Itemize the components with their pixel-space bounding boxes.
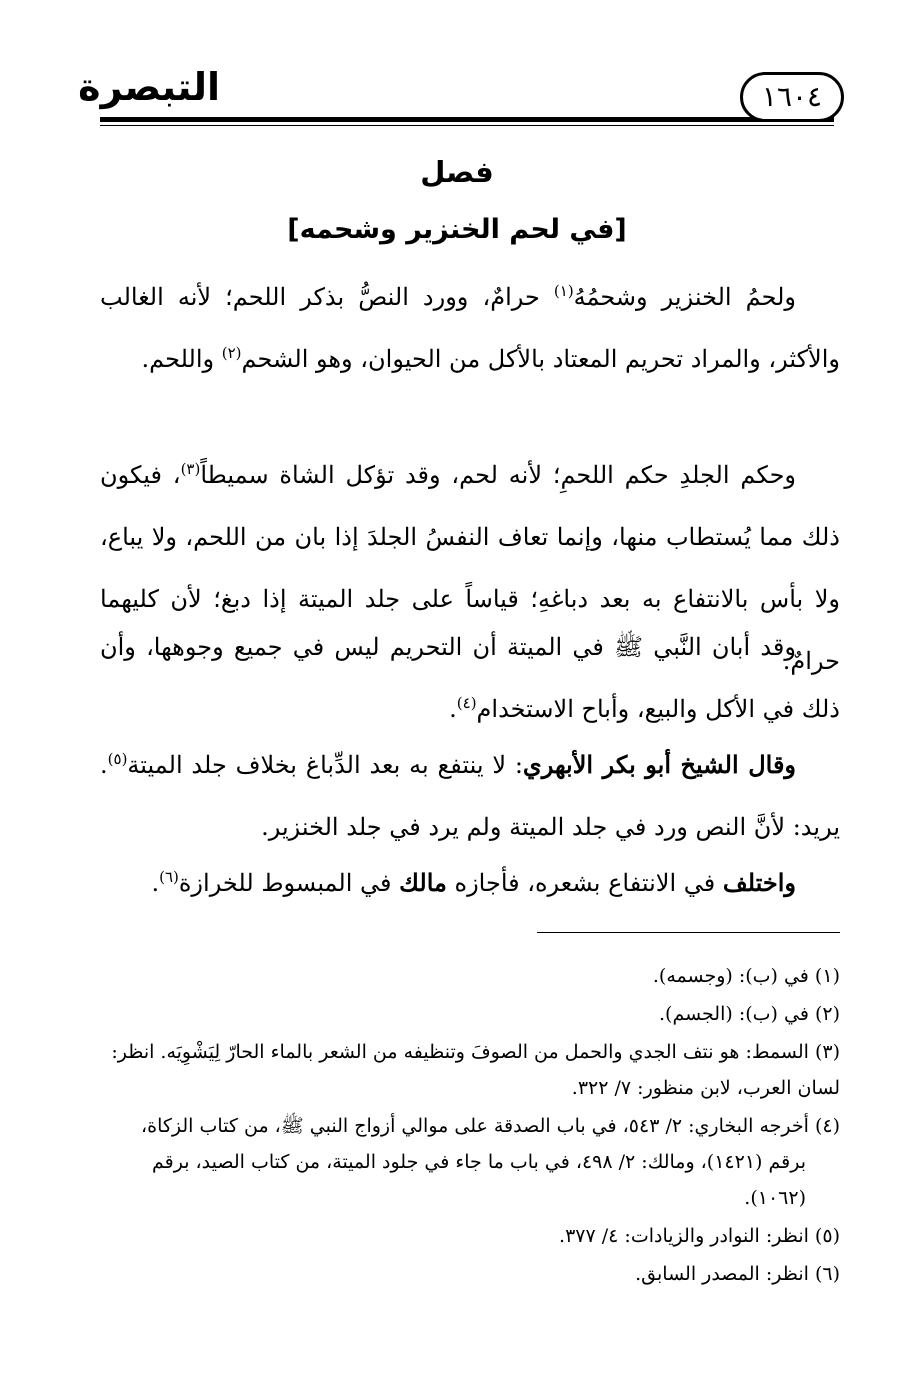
p4-text-b: . يريد: لأنَّ النص ورد في جلد الميتة ولم يرد في جلد الخنزير. — [100, 751, 840, 841]
p5-bold-1: واختلف — [722, 868, 796, 897]
footnote-4: (٤) أخرجه البخاري: ٢/ ٥٤٣، في باب الصدقة على موالي أزواج النبي ﷺ، من كتاب الزكاة، — [140, 1115, 840, 1137]
section-subtitle: [في لحم الخنزير وشحمه] — [287, 214, 627, 245]
footnote-ref-6: (٦) — [159, 868, 179, 886]
p5-bold-2: مالك — [399, 868, 447, 897]
p5-text-c: . — [151, 869, 160, 897]
footnote-ref-3: (٣) — [180, 460, 201, 478]
header-rule — [100, 117, 834, 122]
paragraph-4 — [100, 734, 840, 858]
running-title: التبصرة — [78, 65, 220, 109]
page-number: ١٦٠٤ — [740, 72, 844, 122]
footnote-ref-2: (٢) — [221, 344, 242, 362]
p2-text-b: ، فيكون ذلك مما يُستطاب منها، وإنما تعاف النفسُ الجلدَ إذا بان من اللحم، ولا يباع، ولا بأس بالانتفاع به بعد دباغهِ؛ قياساً على جلد الميتة إذا دبغ؛ لأن كليهما حرامٌ. — [100, 461, 840, 675]
p4-text-a: : لا ينتفع به بعد الدِّباغ بخلاف جلد الميتة — [127, 751, 523, 779]
p4-author: وقال الشيخ أبو بكر الأبهري — [522, 750, 797, 779]
footnote-2: (٢) في (ب): (الجسم). — [659, 1003, 840, 1025]
footnote-4-cont: برقم (١٤٢١)، ومالك: ٢/ ٤٩٨، في باب ما جاء في جلود الميتة، من كتاب الصيد، برقم — [152, 1151, 806, 1173]
header-rule-thin — [100, 125, 834, 126]
paragraph-3 — [100, 616, 840, 740]
footnote-5: (٥) انظر: النوادر والزيادات: ٤/ ٣٧٧. — [559, 1225, 840, 1247]
section-heading: فصل — [420, 155, 494, 189]
footnote-ref-1: (١) — [553, 282, 574, 300]
footnote-ref-4: (٤) — [456, 694, 477, 712]
footnote-separator — [537, 932, 840, 933]
p1-text-c: واللحم. — [141, 345, 222, 373]
p3-text-b: . — [449, 695, 457, 723]
footnotes — [100, 958, 840, 1294]
p3-text-a: وقد أبان النَّبي ﷺ في الميتة أن التحريم ليس في جميع وجوهها، وأن ذلك في الأكل والبيع، وأباح الاستخدام — [100, 633, 840, 723]
footnote-6: (٦) انظر: المصدر السابق. — [635, 1263, 840, 1285]
paragraph-1 — [100, 266, 840, 390]
p2-text-a: وحكم الجلدِ حكم اللحمِ؛ لأنه لحم، وقد تؤكل الشاة سميطاً — [200, 461, 797, 489]
p1-text-b: حرامٌ، وورد النصُّ بذكر اللحم؛ لأنه الغالب والأكثر، والمراد تحريم المعتاد بالأكل من الحيوان، وهو الشحم — [100, 283, 840, 373]
footnote-3-cont: لسان العرب، لابن منظور: ٧/ ٣٢٢. — [571, 1077, 840, 1099]
paragraph-5 — [100, 852, 840, 914]
footnote-ref-5: (٥) — [107, 750, 128, 768]
footnote-1: (١) في (ب): (وجسمه). — [652, 965, 840, 987]
footnote-3: (٣) السمط: هو نتف الجدي والحمل من الصوفَ وتنظيفه من الشعر بالماء الحارّ لِيَشْوِيَه. انظر: — [111, 1041, 840, 1063]
p5-text-a: في الانتفاع بشعره، فأجازه — [446, 869, 723, 897]
p1-text-a: ولحمُ الخنزير وشحمُهُ — [573, 283, 796, 311]
p5-text-b: في المبسوط للخرازة — [178, 869, 400, 897]
footnote-4-cont-2: (١٠٦٢). — [744, 1187, 806, 1209]
